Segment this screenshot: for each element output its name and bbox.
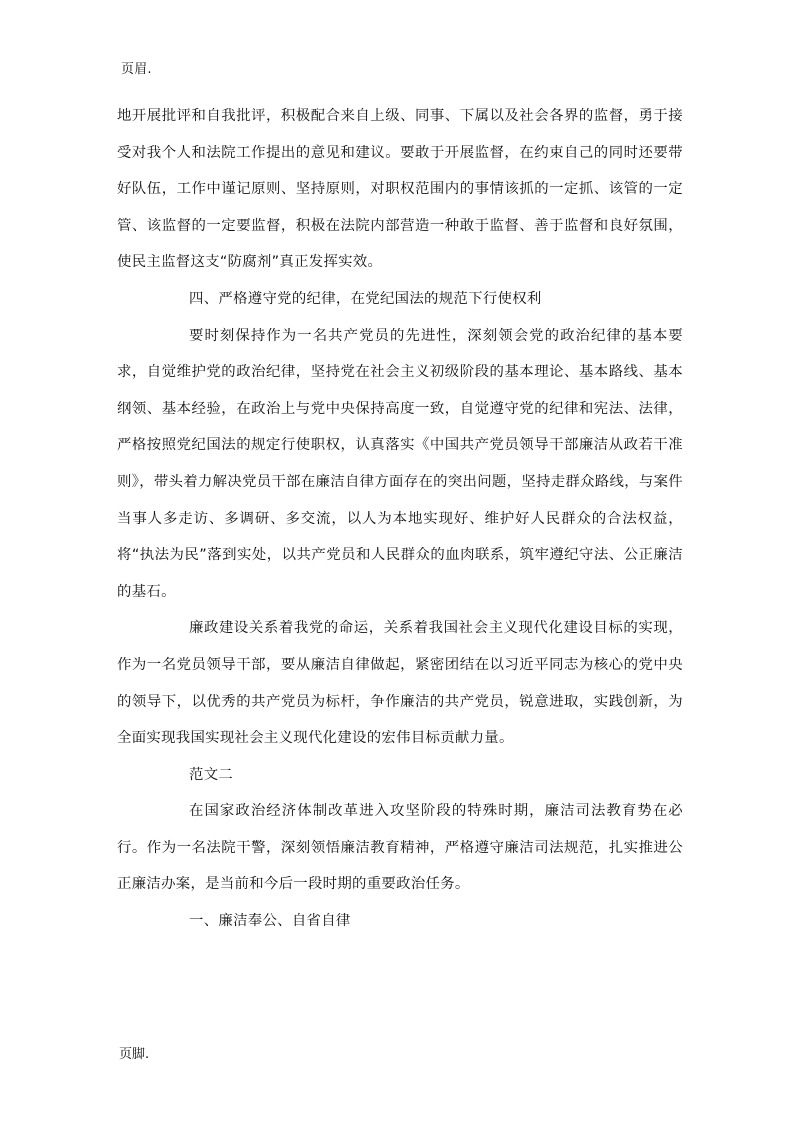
body-paragraph: 廉政建设关系着我党的命运，关系着我国社会主义现代化建设目标的实现，作为一名党员领导干部，要从廉洁自律做起，紧密团结在以习近平同志为核心的党中央的领导下，以优秀的共产党员为标杆，争作廉洁的共产党员，锐意进取，实践创新，为全面实现我国实现社会主义现代化建设的宏伟目标贡献力量。 (117, 620, 683, 747)
document-body (117, 98, 683, 940)
section-heading: 一、廉洁奉公、自省自律 (189, 913, 351, 930)
body-paragraph: 地开展批评和自我批评，积极配合来自上级、同事、下属以及社会各界的监督，勇于接受对我个人和法院工作提出的意见和建议。要敢于开展监督，在约束自己的同时还要带好队伍，工作中谨记原则、坚持原则，对职权范围内的事情该抓的一定抓、该管的一定管、该监督的一定要监督，积极在法院内部营造一种敢于监督、善于监督和良好氛围，使民主监督这支“防腐剂”真正发挥实效。 (117, 108, 683, 271)
page-footer: 页脚. (119, 1047, 150, 1062)
body-paragraph: 在国家政治经济体制改革进入攻坚阶段的特殊时期，廉洁司法教育势在必行。作为一名法院干警，深刻领悟廉洁教育精神，严格遵守廉洁司法规范，扎实推进公正廉洁办案，是当前和今后一段时期的重要政治任务。 (117, 803, 683, 893)
page-header: 页眉. (121, 62, 152, 77)
section-heading: 四、严格遵守党的纪律，在党纪国法的规范下行使权利 (189, 290, 542, 307)
body-paragraph: 要时刻保持作为一名共产党员的先进性，深刻领会党的政治纪律的基本要求，自觉维护党的政治纪律，坚持党在社会主义初级阶段的基本理论、基本路线、基本纲领、基本经验，在政治上与党中央保持高度一致，自觉遵守党的纪律和宪法、法律，严格按照党纪国法的规定行使职权，认真落实《中国共产党员领导干部廉洁从政若干准则》，带头着力解决党员干部在廉洁自律方面存在的突出问题，坚持走群众路线，与案件当事人多走访、多调研、多交流，以人为本地实现好、维护好人民群众的合法权益，将“执法为民”落到实处，以共产党员和人民群众的血肉联系，筑牢遵纪守法、公正廉洁的基石。 (117, 327, 683, 600)
section-heading: 范文二 (189, 766, 234, 783)
